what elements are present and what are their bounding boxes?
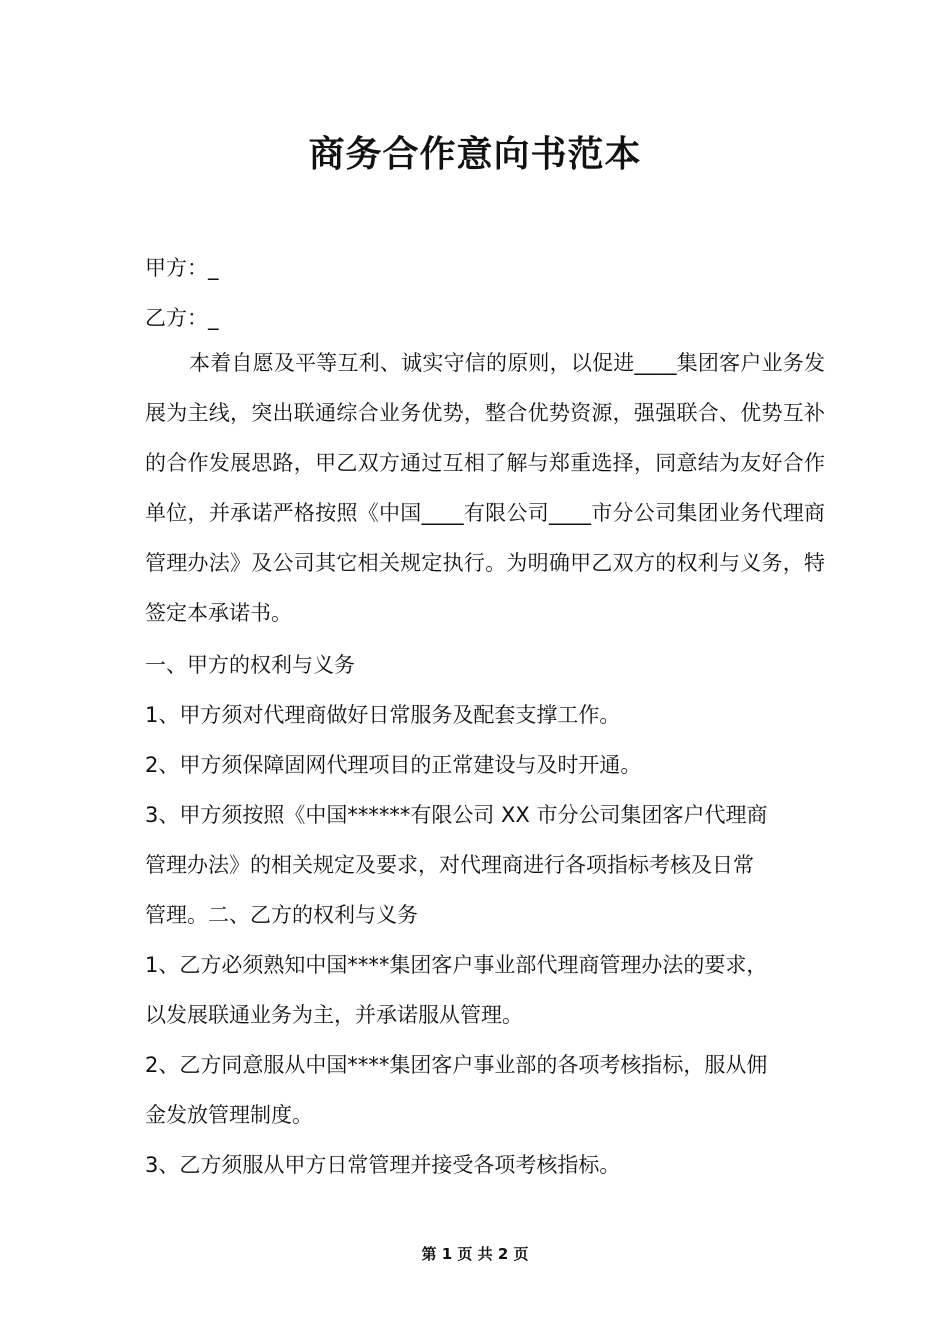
clause-b3: 3、乙方须服从甲方日常管理并接受各项考核指标。 — [145, 1153, 621, 1177]
clause-b2-line-1: 2、乙方同意服从中国****集团客户事业部的各项考核指标，服从佣 — [145, 1053, 768, 1077]
clause-a3-line-1: 3、甲方须按照《中国******有限公司 XX 市分公司集团客户代理商 — [145, 803, 768, 827]
party-a-line: 甲方：_ — [145, 256, 219, 280]
clause-b1-line-2: 以发展联通业务为主，并承诺服从管理。 — [145, 1003, 523, 1027]
clause-a2: 2、甲方须保障固网代理项目的正常建设与及时开通。 — [145, 753, 642, 777]
intro-paragraph: 本着自愿及平等互利、诚实守信的原则，以促进____集团客户业务发展为主线，突出联通综合业务优势，整合优势资源，强强联合、优势互补的合作发展思路，甲乙双方通过互相了解与郑重选择，同意结为友好合作单位，并承诺严格按照《中国____有限公司____市分公司集团业务代理商管理办法》及公司其它相关规定执行。为明确甲乙双方的权利与义务，特签定本承诺书。 — [145, 351, 825, 625]
clause-a3-line-3: 管理。二、乙方的权利与义务 — [145, 903, 418, 927]
clause-a1: 1、甲方须对代理商做好日常服务及配套支撑工作。 — [145, 703, 621, 727]
party-b-line: 乙方：_ — [145, 306, 219, 330]
section-a-heading: 一、甲方的权利与义务 — [145, 653, 355, 677]
clause-b2-line-2: 金发放管理制度。 — [145, 1103, 313, 1127]
clause-a3-line-2: 管理办法》的相关规定及要求，对代理商进行各项指标考核及日常 — [145, 853, 754, 877]
clause-b1-line-1: 1、乙方必须熟知中国****集团客户事业部代理商管理办法的要求， — [145, 953, 768, 977]
page-number-footer: 第 1 页 共 2 页 — [421, 1245, 529, 1263]
document-title: 商务合作意向书范本 — [308, 134, 642, 175]
